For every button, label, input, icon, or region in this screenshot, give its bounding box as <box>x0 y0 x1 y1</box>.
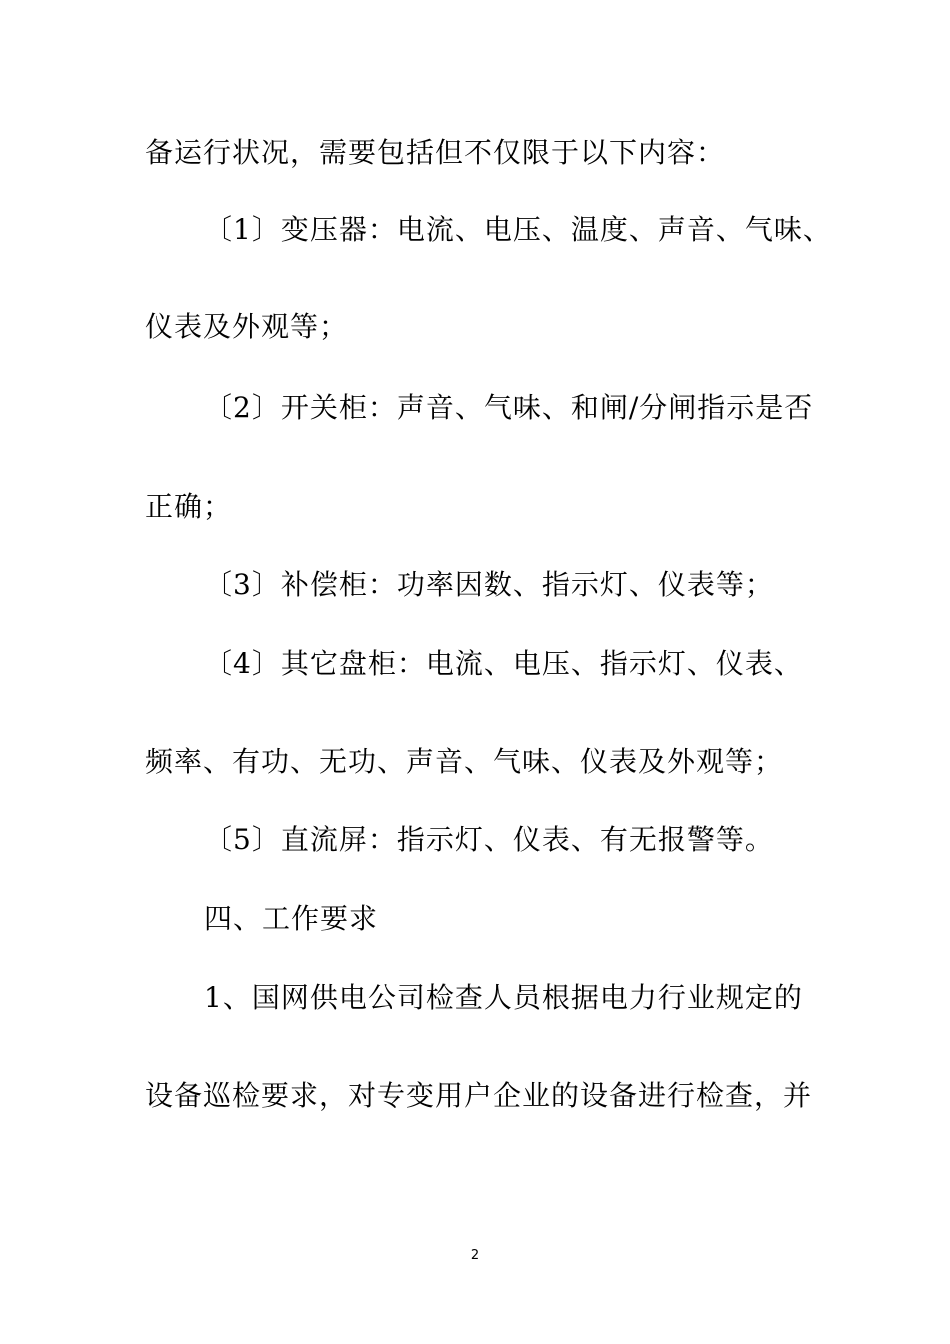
text-line: 备运行状况，需要包括但不仅限于以下内容： <box>145 136 726 169</box>
text-line: 频率、有功、无功、声音、气味、仪表及外观等； <box>145 745 784 778</box>
text-line: 〔5〕直流屏：指示灯、仪表、有无报警等。 <box>204 823 774 856</box>
text-line: 〔2〕开关柜：声音、气味、和闸/分闸指示是否 <box>204 391 814 424</box>
text-line: 1、国网供电公司检查人员根据电力行业规定的 <box>204 981 803 1014</box>
text-line: 设备巡检要求，对专变用户企业的设备进行检查，并 <box>145 1079 813 1112</box>
page-number: 2 <box>470 1248 480 1263</box>
text-line: 仪表及外观等； <box>145 310 349 343</box>
text-line: 正确； <box>145 490 233 523</box>
text-line: 〔1〕变压器：电流、电压、温度、声音、气味、 <box>204 213 832 246</box>
section-heading: 四、工作要求 <box>204 902 379 935</box>
text-line: 〔4〕其它盘柜：电流、电压、指示灯、仪表、 <box>204 647 803 680</box>
text-line: 〔3〕补偿柜：功率因数、指示灯、仪表等； <box>204 568 774 601</box>
